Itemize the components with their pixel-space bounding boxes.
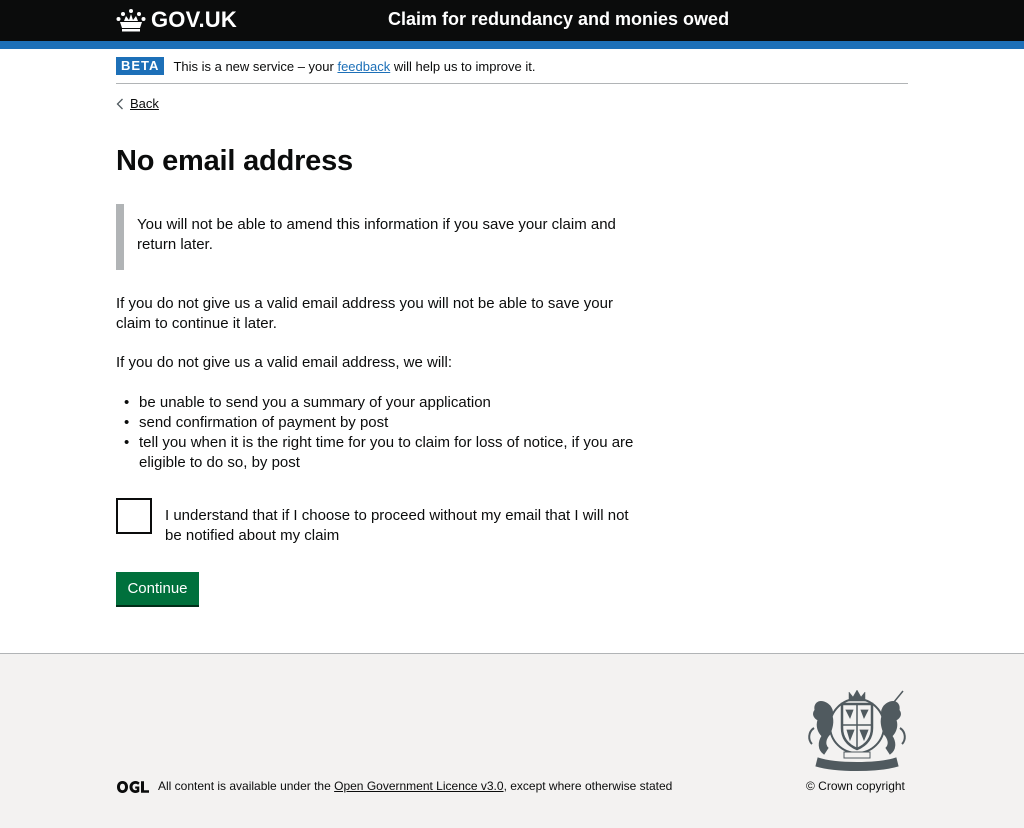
open-government-licence-link[interactable]: Open Government Licence v3.0 (334, 779, 504, 793)
service-name[interactable]: Claim for redundancy and monies owed (388, 9, 730, 29)
logo-text: GOV.UK (151, 7, 237, 32)
licence-text-before: All content is available under the (158, 779, 331, 793)
crown-icon (116, 8, 146, 32)
phase-text-before: This is a new service – your (173, 59, 334, 74)
page-title: No email address (116, 145, 353, 177)
list-item: • be unable to send you a summary of your application (116, 393, 646, 413)
confirm-checkbox-group (116, 498, 646, 546)
back-link[interactable] (116, 96, 159, 111)
paragraph-save-claim: If you do not give us a valid email address you will not be able to save your claim to continue it later. (116, 295, 613, 332)
govuk-logo-link[interactable] (116, 6, 237, 34)
inset-text: You will not be able to amend this information if you save your claim and return later. (116, 204, 636, 270)
crown-copyright-link[interactable]: © Crown copyright (806, 779, 905, 793)
back-label: Back (130, 96, 159, 111)
confirm-checkbox[interactable] (116, 498, 152, 534)
feedback-link[interactable]: feedback (337, 59, 391, 74)
chevron-left-icon (116, 98, 124, 110)
ogl-logo-icon (116, 780, 150, 794)
confirm-checkbox-label[interactable]: I understand that if I choose to proceed without my email that I will not be notified about my claim (165, 507, 629, 544)
header-stripe (0, 41, 1024, 49)
licence-text (158, 778, 672, 794)
paragraph-we-will: If you do not give us a valid email address, we will: (116, 354, 452, 371)
consequences-list (116, 393, 646, 473)
beta-tag: BETA (116, 57, 164, 75)
site-header (0, 0, 1024, 49)
licence-text-after: , except where otherwise stated (503, 779, 673, 793)
continue-button[interactable]: Continue (116, 572, 199, 605)
phase-banner-text (173, 57, 535, 76)
site-footer (0, 653, 1024, 828)
royal-coat-of-arms-icon (806, 688, 908, 774)
list-item: • send confirmation of payment by post (116, 413, 646, 433)
phase-text-after: will help us to improve it. (393, 59, 536, 74)
list-item: • tell you when it is the right time for you to claim for loss of notice, if you are eligible to do so, by post (116, 433, 646, 473)
phase-banner (116, 57, 908, 84)
